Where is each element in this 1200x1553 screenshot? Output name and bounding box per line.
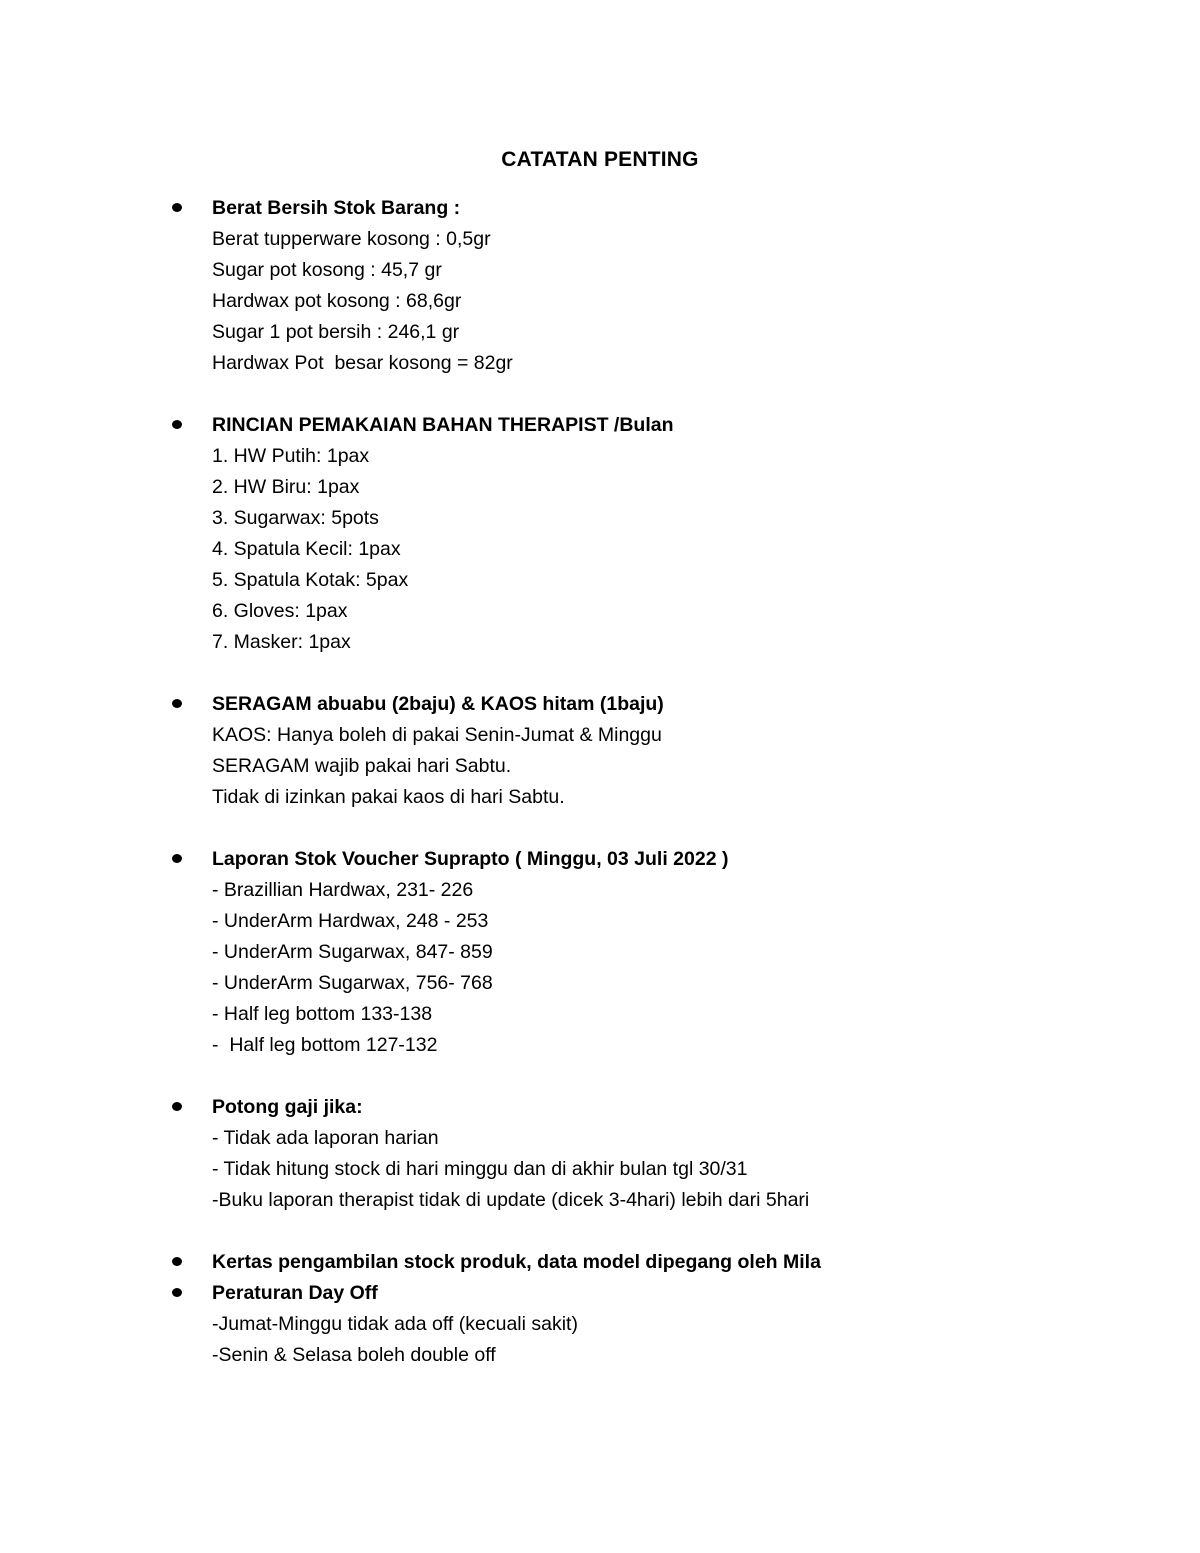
- section-line: - UnderArm Hardwax, 248 - 253: [212, 910, 489, 932]
- bullet-icon: [172, 699, 182, 708]
- section-line: Sugar pot kosong : 45,7 gr: [212, 259, 442, 281]
- section-rincian-pemakaian: [212, 410, 1172, 658]
- section-line: KAOS: Hanya boleh di pakai Senin-Jumat & Minggu: [212, 724, 662, 746]
- section-line: -Jumat-Minggu tidak ada off (kecuali sakit): [212, 1313, 578, 1335]
- section-line: 5. Spatula Kotak: 5pax: [212, 569, 409, 591]
- section-kertas-pengambilan: [212, 1247, 1172, 1278]
- section-line: - UnderArm Sugarwax, 847- 859: [212, 941, 493, 963]
- section-laporan-stok-voucher: [212, 844, 1172, 1061]
- section-line: 1. HW Putih: 1pax: [212, 445, 370, 467]
- page-title: CATATAN PENTING: [501, 148, 699, 171]
- section-line: - Brazillian Hardwax, 231- 226: [212, 879, 474, 901]
- bullet-icon: [172, 1102, 182, 1111]
- section-line: 3. Sugarwax: 5pots: [212, 507, 379, 529]
- bullet-icon: [172, 854, 182, 863]
- bullet-icon: [172, 203, 182, 212]
- section-heading: Peraturan Day Off: [212, 1282, 378, 1304]
- section-heading: Laporan Stok Voucher Suprapto ( Minggu, 03 Juli 2022 ): [212, 848, 729, 870]
- section-heading: Kertas pengambilan stock produk, data model dipegang oleh Mila: [212, 1251, 821, 1273]
- section-line: - Half leg bottom 133-138: [212, 1003, 433, 1025]
- section-line: 6. Gloves: 1pax: [212, 600, 348, 622]
- section-berat-bersih: [212, 193, 1172, 379]
- bullet-icon: [172, 1257, 182, 1266]
- section-peraturan-day-off: [212, 1278, 1172, 1371]
- section-line: Hardwax pot kosong : 68,6gr: [212, 290, 462, 312]
- section-line: Tidak di izinkan pakai kaos di hari Sabtu.: [212, 786, 565, 808]
- section-potong-gaji: [212, 1092, 1172, 1216]
- section-seragam: [212, 689, 1172, 813]
- bullet-icon: [172, 1288, 182, 1297]
- section-line: -Senin & Selasa boleh double off: [212, 1344, 496, 1366]
- section-line: -Buku laporan therapist tidak di update (dicek 3-4hari) lebih dari 5hari: [212, 1189, 810, 1211]
- section-heading: Potong gaji jika:: [212, 1096, 363, 1118]
- section-heading: SERAGAM abuabu (2baju) & KAOS hitam (1baju): [212, 693, 664, 715]
- section-line: Berat tupperware kosong : 0,5gr: [212, 228, 491, 250]
- section-line: Sugar 1 pot bersih : 246,1 gr: [212, 321, 460, 343]
- bullet-icon: [172, 420, 182, 429]
- section-line: - Tidak ada laporan harian: [212, 1127, 439, 1149]
- section-line: SERAGAM wajib pakai hari Sabtu.: [212, 755, 512, 777]
- section-line: - UnderArm Sugarwax, 756- 768: [212, 972, 493, 994]
- section-line: Hardwax Pot besar kosong = 82gr: [212, 352, 513, 374]
- section-line: 4. Spatula Kecil: 1pax: [212, 538, 401, 560]
- section-heading: RINCIAN PEMAKAIAN BAHAN THERAPIST /Bulan: [212, 414, 674, 436]
- section-heading: Berat Bersih Stok Barang :: [212, 197, 461, 219]
- section-line: - Tidak hitung stock di hari minggu dan di akhir bulan tgl 30/31: [212, 1158, 748, 1180]
- section-line: 7. Masker: 1pax: [212, 631, 351, 653]
- section-line: - Half leg bottom 127-132: [212, 1034, 438, 1056]
- section-line: 2. HW Biru: 1pax: [212, 476, 360, 498]
